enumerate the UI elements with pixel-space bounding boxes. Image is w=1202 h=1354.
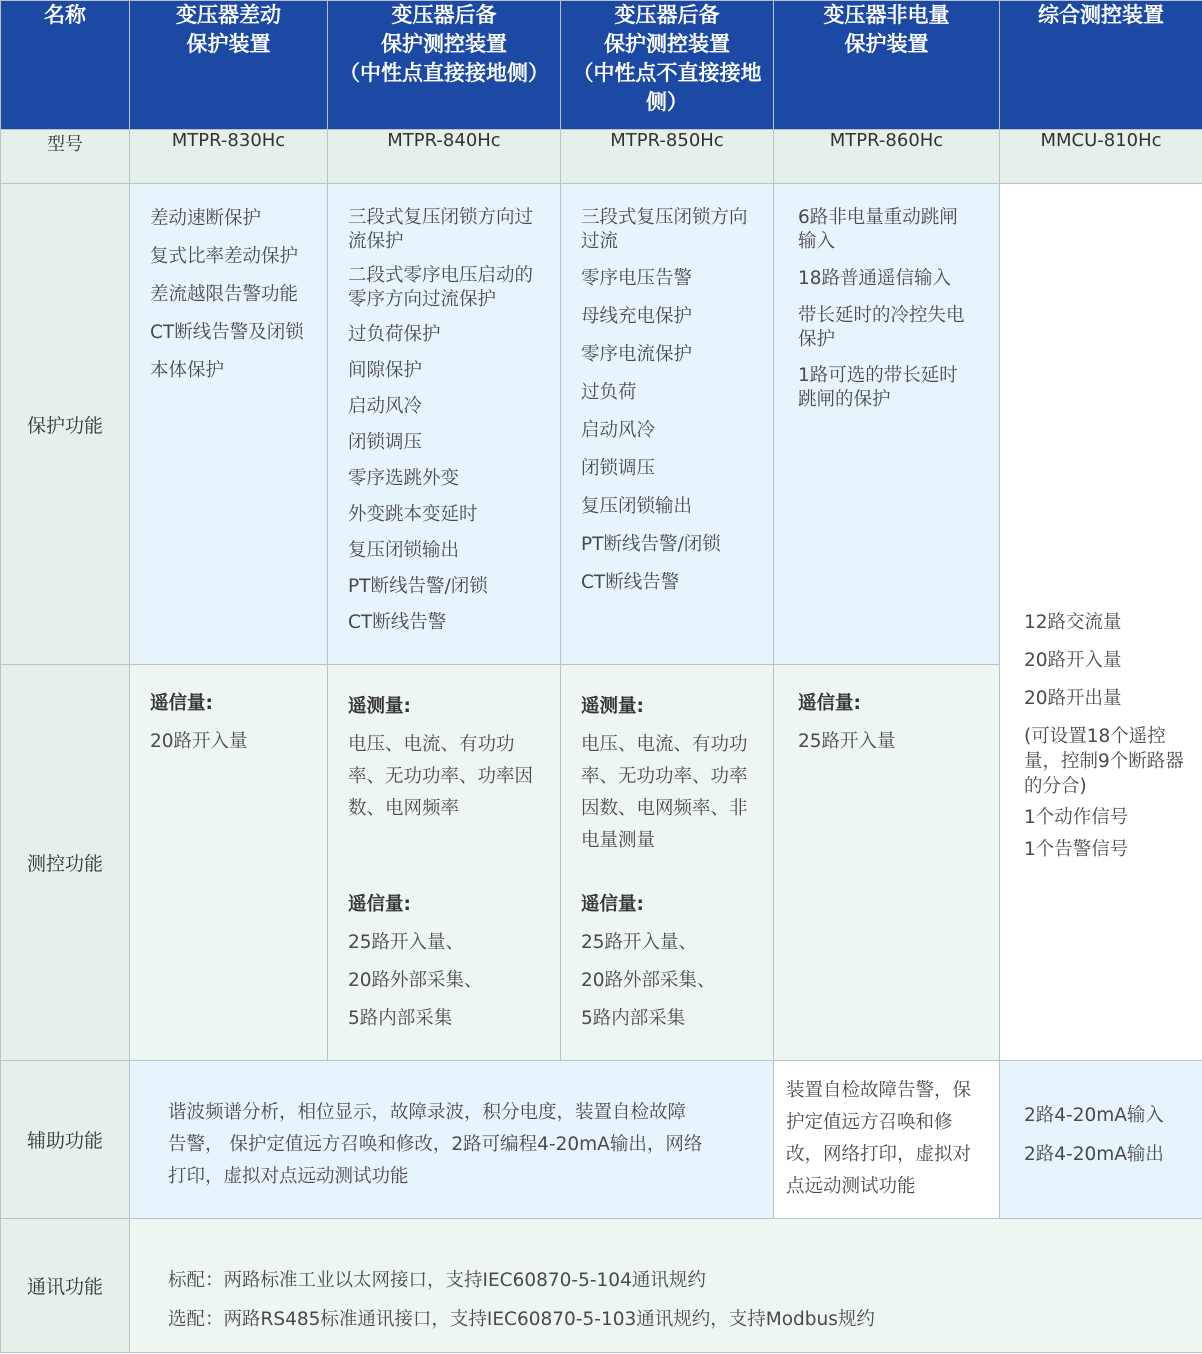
list-item: 1个告警信号 bbox=[1024, 839, 1129, 860]
list-item: 零序电压告警 bbox=[581, 268, 693, 289]
signal-value: 25路开入量、 bbox=[348, 932, 465, 953]
list-item: 本体保护 bbox=[150, 360, 225, 381]
header-name: 名称 bbox=[1, 1, 130, 130]
auxiliary-row bbox=[1, 1061, 1202, 1219]
list-item: 过负荷保护 bbox=[348, 324, 441, 345]
header-mtpr-840: 变压器后备 保护测控装置 （中性点直接接地侧） bbox=[328, 1, 561, 130]
model-value: MTPR-840Hc bbox=[328, 130, 561, 184]
list-item: 12路交流量 bbox=[1024, 612, 1122, 633]
protection-cell-860 bbox=[774, 184, 1000, 665]
list-item: PT断线告警/闭锁 bbox=[581, 534, 721, 555]
signal-value: 5路内部采集 bbox=[348, 1008, 453, 1029]
signal-title: 遥信量: bbox=[798, 693, 861, 714]
list-item: CT断线告警 bbox=[581, 572, 680, 593]
auxiliary-label: 辅助功能 bbox=[1, 1061, 130, 1219]
list-item: 6路非电量重动跳闸输入 bbox=[798, 207, 958, 252]
list-item: 差动速断保护 bbox=[150, 208, 262, 229]
model-value: MMCU-810Hc bbox=[1000, 130, 1202, 184]
header-mtpr-860: 变压器非电量 保护装置 bbox=[774, 1, 1000, 130]
list-item: 三段式复压闭锁方向过流保护 bbox=[348, 207, 534, 252]
protection-cell-840 bbox=[328, 184, 561, 665]
list-item: 带长延时的冷控失电保护 bbox=[798, 305, 965, 350]
list-item: 差流越限告警功能 bbox=[150, 284, 299, 305]
list-item: 2路4-20mA输出 bbox=[1024, 1144, 1164, 1165]
communication-standard: 标配：两路标准工业以太网接口，支持IEC60870-5-104通讯规约 bbox=[168, 1270, 706, 1291]
mmcu-functions-cell bbox=[1000, 184, 1202, 1061]
auxiliary-mmcu-cell bbox=[1000, 1061, 1202, 1219]
signal-title: 遥信量: bbox=[581, 894, 644, 915]
list-item: 闭锁调压 bbox=[581, 458, 656, 479]
communication-cell bbox=[130, 1219, 1202, 1353]
measure-title: 遥测量: bbox=[581, 696, 644, 717]
list-item: 间隙保护 bbox=[348, 360, 423, 381]
header-mmcu-810: 综合测控装置 bbox=[1000, 1, 1202, 130]
list-item: CT断线告警 bbox=[348, 612, 447, 633]
list-item: CT断线告警及闭锁 bbox=[150, 322, 304, 343]
list-item: 18路普通遥信输入 bbox=[798, 268, 952, 289]
list-item: 二段式零序电压启动的零序方向过流保护 bbox=[348, 265, 534, 310]
model-value: MTPR-830Hc bbox=[130, 130, 328, 184]
signal-value: 20路外部采集、 bbox=[581, 970, 716, 991]
signal-value: 5路内部采集 bbox=[581, 1008, 686, 1029]
header-mtpr-830: 变压器差动 保护装置 bbox=[130, 1, 328, 130]
signal-value: 20路外部采集、 bbox=[348, 970, 483, 991]
auxiliary-common-cell bbox=[130, 1061, 774, 1219]
list-item: 零序选跳外变 bbox=[348, 468, 460, 489]
list-item: 过负荷 bbox=[581, 382, 637, 403]
auxiliary-860-text: 装置自检故障告警，保护定值远方召唤和修改，网络打印，虚拟对点远动测试功能 bbox=[786, 1080, 972, 1197]
measure-value: 电压、电流、有功功率、无功功率、功率因数、电网频率、非电量测量 bbox=[581, 734, 748, 851]
protection-label: 保护功能 bbox=[1, 184, 130, 665]
measurement-cell-830 bbox=[130, 665, 328, 1061]
measurement-cell-850 bbox=[561, 665, 774, 1061]
model-value: MTPR-860Hc bbox=[774, 130, 1000, 184]
signal-value: 25路开入量 bbox=[798, 731, 896, 752]
signal-value: 20路开入量 bbox=[150, 731, 248, 752]
list-item: (可设置18个遥控量，控制9个断路器的分合) bbox=[1024, 726, 1184, 797]
communication-label: 通讯功能 bbox=[1, 1219, 130, 1353]
measurement-label: 测控功能 bbox=[1, 665, 130, 1061]
measurement-cell-840 bbox=[328, 665, 561, 1061]
measure-value: 电压、电流、有功功率、无功功率、功率因数、电网频率 bbox=[348, 734, 534, 819]
list-item: 1路可选的带长延时跳闸的保护 bbox=[798, 365, 958, 410]
list-item: 复压闭锁输出 bbox=[348, 540, 460, 561]
model-label: 型号 bbox=[1, 130, 130, 184]
protection-row bbox=[1, 184, 1202, 665]
signal-title: 遥信量: bbox=[150, 693, 213, 714]
list-item: 外变跳本变延时 bbox=[348, 504, 478, 525]
model-row bbox=[1, 130, 1202, 184]
header-mtpr-850: 变压器后备 保护测控装置 （中性点不直接接地侧） bbox=[561, 1, 774, 130]
list-item: 零序电流保护 bbox=[581, 344, 693, 365]
measure-title: 遥测量: bbox=[348, 696, 411, 717]
list-item: PT断线告警/闭锁 bbox=[348, 576, 488, 597]
list-item: 启动风冷 bbox=[581, 420, 656, 441]
auxiliary-common-text: 谐波频谱分析，相位显示，故障录波，积分电度，装置自检故障告警， 保护定值远方召唤和修改，2路可编程4-20mA输出，网络打印，虚拟对点远动测试功能 bbox=[168, 1102, 703, 1187]
auxiliary-860-cell bbox=[774, 1061, 1000, 1219]
signal-title: 遥信量: bbox=[348, 894, 411, 915]
list-item: 闭锁调压 bbox=[348, 432, 423, 453]
list-item: 启动风冷 bbox=[348, 396, 423, 417]
list-item: 1个动作信号 bbox=[1024, 807, 1129, 828]
protection-cell-830 bbox=[130, 184, 328, 665]
list-item: 复式比率差动保护 bbox=[150, 246, 299, 267]
list-item: 复压闭锁输出 bbox=[581, 496, 693, 517]
header-row bbox=[1, 1, 1202, 130]
signal-value: 25路开入量、 bbox=[581, 932, 698, 953]
measurement-cell-860 bbox=[774, 665, 1000, 1061]
communication-optional: 选配：两路RS485标准通讯接口，支持IEC60870-5-103通讯规约，支持Modbus规约 bbox=[168, 1309, 875, 1330]
communication-row bbox=[1, 1219, 1202, 1353]
list-item: 母线充电保护 bbox=[581, 306, 693, 327]
list-item: 20路开出量 bbox=[1024, 688, 1122, 709]
list-item: 20路开入量 bbox=[1024, 650, 1122, 671]
model-value: MTPR-850Hc bbox=[561, 130, 774, 184]
list-item: 三段式复压闭锁方向过流 bbox=[581, 207, 748, 252]
list-item: 2路4-20mA输入 bbox=[1024, 1105, 1164, 1126]
protection-cell-850 bbox=[561, 184, 774, 665]
